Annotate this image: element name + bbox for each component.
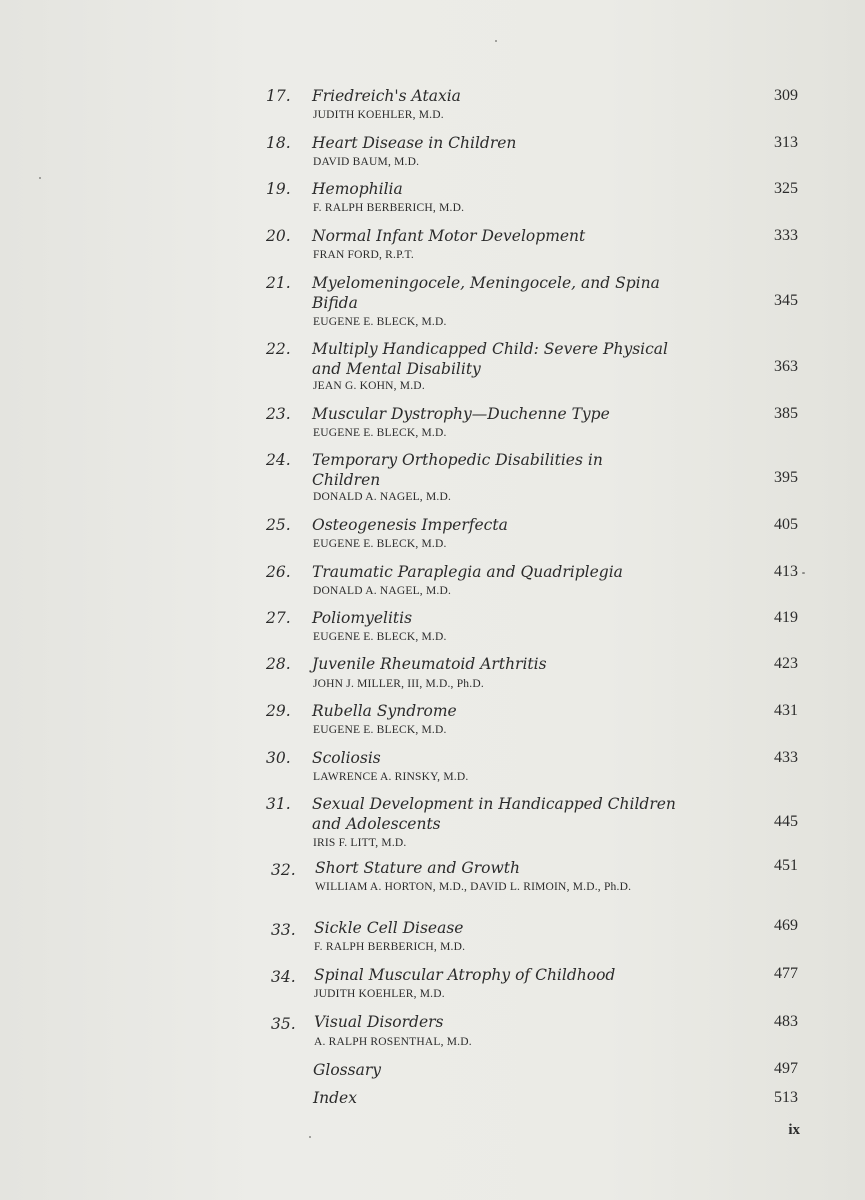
chapter-author: EUGENE E. BLECK, M.D. — [313, 631, 447, 643]
chapter-number: 27. — [266, 609, 291, 627]
chapter-author: EUGENE E. BLECK, M.D. — [313, 724, 447, 736]
page-number: 325 — [774, 180, 798, 197]
chapter-author: JUDITH KOEHLER, M.D. — [314, 988, 445, 1000]
chapter-number: 23. — [266, 405, 291, 423]
chapter-author: EUGENE E. BLECK, M.D. — [313, 427, 447, 439]
chapter-title: Traumatic Paraplegia and Quadriplegia — [312, 563, 623, 581]
chapter-title: Temporary Orthopedic Disabilities in Children — [312, 451, 603, 489]
page-number: 431 — [774, 702, 798, 719]
paper-speck — [39, 177, 41, 179]
page-number: 469 — [774, 917, 798, 934]
backmatter-title: Index — [313, 1089, 357, 1107]
page-number: 423 — [774, 655, 798, 672]
page-number: 363 — [774, 358, 798, 375]
chapter-title: Friedreich's Ataxia — [312, 87, 461, 105]
chapter-number: 31. — [266, 795, 291, 813]
page-number: 313 — [774, 134, 798, 151]
page-number: 445 — [774, 813, 798, 830]
chapter-number: 22. — [266, 340, 291, 358]
chapter-number: 29. — [266, 702, 291, 720]
chapter-author: EUGENE E. BLECK, M.D. — [313, 316, 447, 328]
chapter-title: Sickle Cell Disease — [314, 919, 464, 937]
chapter-number: 18. — [266, 134, 291, 152]
chapter-title: Short Stature and Growth — [315, 859, 520, 877]
chapter-number: 26. — [266, 563, 291, 581]
chapter-author: A. RALPH ROSENTHAL, M.D. — [314, 1036, 472, 1048]
backmatter-title: Glossary — [313, 1061, 381, 1079]
chapter-author: F. RALPH BERBERICH, M.D. — [314, 941, 466, 953]
page-number: 497 — [774, 1060, 798, 1077]
chapter-title: Scoliosis — [312, 749, 381, 767]
chapter-number: 21. — [266, 274, 291, 292]
chapter-number: 30. — [266, 749, 291, 767]
page-number: 333 — [774, 227, 798, 244]
chapter-author: F. RALPH BERBERICH, M.D. — [313, 202, 465, 214]
chapter-title: Myelomeningocele, Meningocele, and Spina Bifida — [312, 274, 660, 312]
chapter-title: Poliomyelitis — [312, 609, 413, 627]
page-number: 483 — [774, 1013, 798, 1030]
page-folio: ix — [788, 1122, 800, 1138]
chapter-number: 17. — [266, 87, 291, 105]
chapter-author: EUGENE E. BLECK, M.D. — [313, 538, 447, 550]
page-number: 513 — [774, 1089, 798, 1106]
chapter-author: LAWRENCE A. RINSKY, M.D. — [313, 771, 469, 783]
page-number: 405 — [774, 516, 798, 533]
chapter-author: JOHN J. MILLER, III, M.D., Ph.D. — [313, 678, 484, 690]
paper-speck — [802, 572, 805, 574]
page-number: 385 — [774, 405, 798, 422]
chapter-title: Heart Disease in Children — [312, 134, 517, 152]
chapter-number: 25. — [266, 516, 291, 534]
page-number: 413 — [774, 563, 798, 580]
chapter-title: Rubella Syndrome — [312, 702, 457, 720]
chapter-title: Osteogenesis Imperfecta — [312, 516, 508, 534]
chapter-number: 32. — [271, 861, 296, 879]
chapter-number: 35. — [271, 1015, 296, 1033]
page-number: 395 — [774, 469, 798, 486]
chapter-author: JEAN G. KOHN, M.D. — [313, 380, 425, 392]
chapter-author: DAVID BAUM, M.D. — [313, 156, 420, 168]
paper-speck — [309, 1136, 311, 1138]
chapter-author: JUDITH KOEHLER, M.D. — [313, 109, 444, 121]
chapter-title: Muscular Dystrophy—Duchenne Type — [312, 405, 610, 423]
chapter-title: Juvenile Rheumatoid Arthritis — [312, 655, 547, 673]
chapter-number: 28. — [266, 655, 291, 673]
chapter-number: 34. — [271, 968, 296, 986]
chapter-number: 19. — [266, 180, 291, 198]
chapter-title: Hemophilia — [312, 180, 403, 198]
page-number: 451 — [774, 857, 798, 874]
chapter-author: FRAN FORD, R.P.T. — [313, 249, 414, 261]
paper-speck — [495, 40, 497, 42]
page-number: 419 — [774, 609, 798, 626]
chapter-title: Spinal Muscular Atrophy of Childhood — [314, 966, 616, 984]
chapter-title: Normal Infant Motor Development — [312, 227, 586, 245]
chapter-author: WILLIAM A. HORTON, M.D., DAVID L. RIMOIN, M.D., Ph.D. — [315, 881, 632, 893]
chapter-number: 33. — [271, 921, 296, 939]
chapter-title: Visual Disorders — [314, 1013, 444, 1031]
chapter-author: IRIS F. LITT, M.D. — [313, 837, 407, 849]
chapter-number: 24. — [266, 451, 291, 469]
chapter-title: Sexual Development in Handicapped Children and Adolescents — [312, 795, 676, 833]
page-number: 477 — [774, 965, 798, 982]
chapter-number: 20. — [266, 227, 291, 245]
chapter-author: DONALD A. NAGEL, M.D. — [313, 585, 452, 597]
page-number: 309 — [774, 87, 798, 104]
chapter-title: Multiply Handicapped Child: Severe Physical and Mental Disability — [312, 340, 668, 378]
page-number: 345 — [774, 292, 798, 309]
chapter-author: DONALD A. NAGEL, M.D. — [313, 491, 452, 503]
page-number: 433 — [774, 749, 798, 766]
